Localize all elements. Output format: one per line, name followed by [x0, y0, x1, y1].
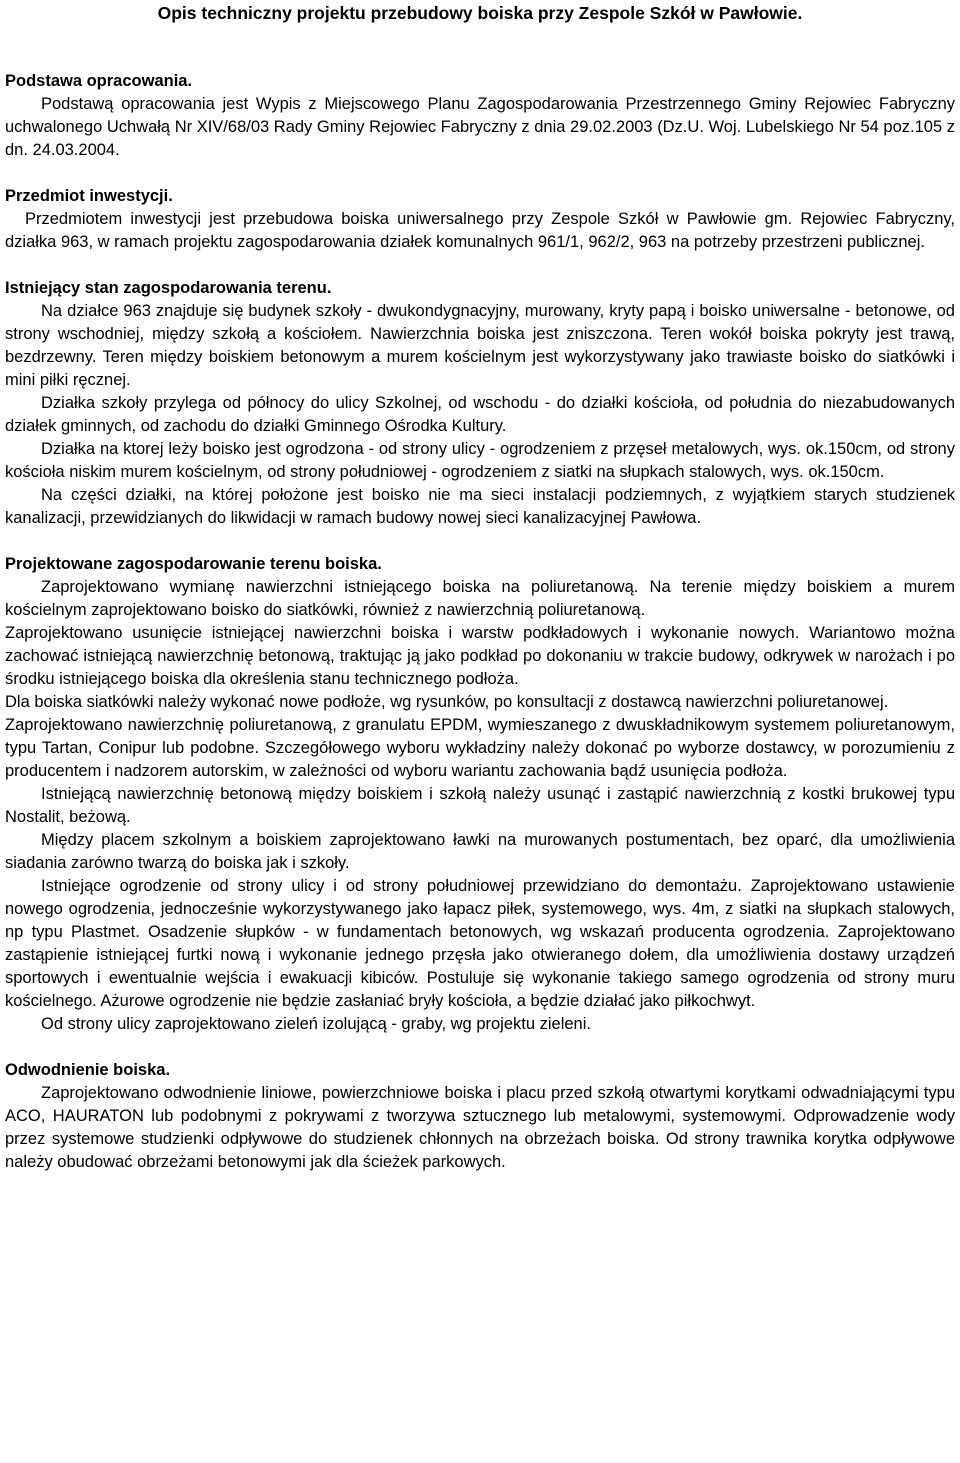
- paragraph: Zaprojektowano odwodnienie liniowe, powierzchniowe boiska i placu przed szkołą otwartymi korytkami odwadniającymi typu ACO, HAURATON lub podobnymi z pokrywami z tworzywa sztucznego lub metalowymi, systemowymi. Odprowadzenie wody przez systemowe studzienki odpływowe do studzienek chłonnych na obrzeżach boiska. Od strony trawnika korytka odpływowe należy obudować obrzeżami betonowymi jak dla ścieżek parkowych.: [5, 1084, 955, 1171]
- paragraph: Zaprojektowano usunięcie istniejącej nawierzchni boiska i warstw podkładowych i wykonanie nowych. Wariantowo można zachować istniejącą nawierzchnię betonową, traktując ją jako podkład po dokonaniu w trakcie budowy, odkrywek w narożach i po środku istniejącego boiska dla określenia stanu technicznego podłoża.: [5, 624, 955, 688]
- section-heading: Odwodnienie boiska.: [5, 1061, 171, 1079]
- paragraph: Na działce 963 znajduje się budynek szkoły - dwukondygnacyjny, murowany, kryty papą i boisko uniwersalne - betonowe, od strony wschodniej, między szkołą a kościołem. Nawierzchnia boiska jest zniszczona. Teren wokół boiska pokryty jest trawą, bezdrzewny. Teren między boiskiem betonowym a murem kościelnym jest wykorzystywany jako trawiaste boisko do siatkówki i mini piłki ręcznej.: [5, 302, 955, 389]
- paragraph: Dla boiska siatkówki należy wykonać nowe podłoże, wg rysunków, po konsultacji z dostawcą nawierzchni poliuretanowej.: [5, 693, 889, 711]
- section-heading: Podstawa opracowania.: [5, 72, 193, 90]
- spacer: [5, 1036, 955, 1059]
- paragraph: Od strony ulicy zaprojektowano zieleń izolującą - graby, wg projektu zieleni.: [41, 1015, 591, 1033]
- spacer: [5, 530, 955, 553]
- section-odwodnienie: [5, 1059, 955, 1174]
- section-heading: Projektowane zagospodarowanie terenu boiska.: [5, 555, 382, 573]
- paragraph: Istniejące ogrodzenie od strony ulicy i od strony południowej przewidziano do demontażu. Zaprojektowano ustawienie nowego ogrodzenia, jednocześnie wykorzystywanego jako łapacz piłek, systemowego, wys. 4m, z siatki na słupkach stalowych, np typu Plastmet. Osadzenie słupków - w fundamentach betonowych, wg wskazań producenta ogrodzenia. Zaprojektowano zastąpienie istniejącej furtki nową i wykonanie jednego przęsła jako otwieranego dołem, dla umożliwienia dostawy urządzeń sportowych i ewentualnie wejścia i ewakuacji kibiców. Postuluje się wykonanie takiego samego ogrodzenia od strony muru kościelnego. Ażurowe ogrodzenie nie będzie zasłaniać bryły kościoła, a będzie działać jako piłkochwyt.: [5, 877, 955, 1010]
- paragraph: Między placem szkolnym a boiskiem zaprojektowano ławki na murowanych postumentach, bez oparć, dla umożliwienia siadania zarówno twarzą do boiska jak i szkoły.: [5, 831, 955, 872]
- section-heading: Przedmiot inwestycji.: [5, 187, 173, 205]
- section-projektowane: [5, 553, 955, 1036]
- spacer: [5, 254, 955, 277]
- section-istniejacy-stan: [5, 277, 955, 530]
- paragraph: Przedmiotem inwestycji jest przebudowa boiska uniwersalnego przy Zespole Szkół w Pawłowie gm. Rejowiec Fabryczny, działka 963, w ramach projektu zagospodarowania działek komunalnych 961/1, 962/2, 963 na potrzeby przestrzeni publicznej.: [5, 210, 955, 251]
- section-podstawa: [5, 70, 955, 162]
- paragraph: Na części działki, na której położone jest boisko nie ma sieci instalacji podziemnych, z wyjątkiem starych studzienek kanalizacji, przewidzianych do likwidacji w ramach budowy nowej sieci kanalizacyjnej Pawłowa.: [5, 486, 955, 527]
- document-title: Opis techniczny projektu przebudowy boiska przy Zespole Szkół w Pawłowie.: [157, 3, 803, 23]
- paragraph: Zaprojektowano nawierzchnię poliuretanową, z granulatu EPDM, wymieszanego z dwuskładnikowym systemem poliuretanowym, typu Tartan, Conipur lub podobne. Szczegółowego wyboru wykładziny należy dokonać po wyborze dostawcy, w porozumieniu z producentem i nadzorem autorskim, w zależności od wyboru wariantu zachowania bądź usunięcia podłoża.: [5, 716, 955, 780]
- paragraph: Działka szkoły przylega od północy do ulicy Szkolnej, od wschodu - do działki kościoła, od południa do niezabudowanych działek gminnych, od zachodu do działki Gminnego Ośrodka Kultury.: [5, 394, 955, 435]
- spacer: [5, 25, 955, 70]
- paragraph: Podstawą opracowania jest Wypis z Miejscowego Planu Zagospodarowania Przestrzennego Gminy Rejowiec Fabryczny uchwalonego Uchwałą Nr XIV/68/03 Rady Gminy Rejowiec Fabryczny z dnia 29.02.2003 (Dz.U. Woj. Lubelskiego Nr 54 poz.105 z dn. 24.03.2004.: [5, 95, 955, 159]
- paragraph: Istniejącą nawierzchnię betonową między boiskiem i szkołą należy usunąć i zastąpić nawierzchnią z kostki brukowej typu Nostalit, beżową.: [5, 785, 955, 826]
- section-heading: Istniejący stan zagospodarowania terenu.: [5, 279, 332, 297]
- paragraph: Zaprojektowano wymianę nawierzchni istniejącego boiska na poliuretanową. Na terenie między boiskiem a murem kościelnym zaprojektowano boisko do siatkówki, również z nawierzchnią poliuretanową.: [5, 578, 955, 619]
- spacer: [5, 162, 955, 185]
- paragraph: Działka na ktorej leży boisko jest ogrodzona - od strony ulicy - ogrodzeniem z przęseł metalowych, wys. ok.150cm, od strony kościoła niskim murem kościelnym, od strony południowej - ogrodzeniem z siatki na słupkach stalowych, wys. ok.150cm.: [5, 440, 955, 481]
- section-przedmiot: [5, 185, 955, 254]
- document-page: [5, 0, 955, 1174]
